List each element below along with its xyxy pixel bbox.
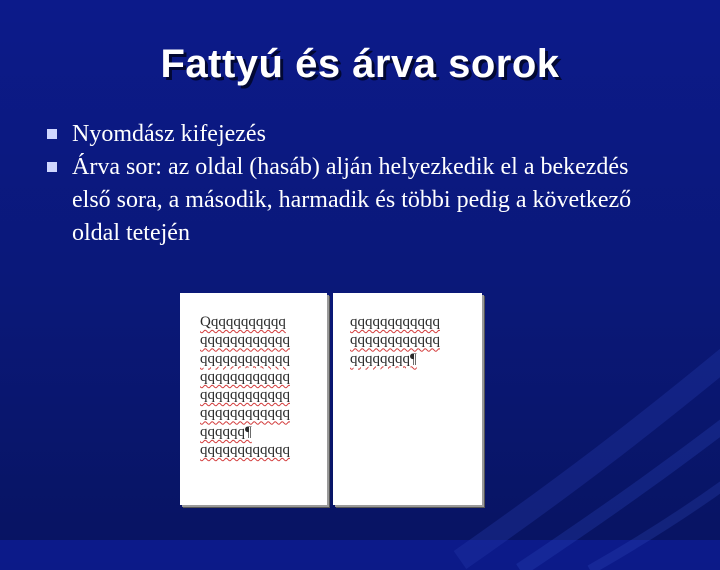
text-line: qqqqqqqqqqqq [200, 387, 290, 404]
square-bullet-icon [47, 129, 57, 139]
page-left-lines [200, 313, 290, 459]
text-line: qqqqqqqqqqqq [200, 442, 290, 459]
bullet-text: Nyomdász kifejezés [72, 121, 266, 147]
bullet-item [45, 118, 665, 151]
text-line: Qqqqqqqqqqq [200, 314, 286, 330]
text-line: qqqqqqqqqqqq [200, 368, 290, 385]
text-line: qqqqqq¶ [200, 423, 252, 440]
bullet-list [45, 118, 665, 250]
text-line: qqqqqqqqqqqq [200, 350, 290, 367]
text-line: qqqqqqqqqqqq [200, 332, 290, 349]
slide-title: Fattyú és árva sorok [160, 42, 560, 86]
page-right [333, 293, 482, 505]
bullet-item [45, 151, 665, 250]
page-left [180, 293, 327, 505]
bullet-label: Árva sor: [72, 154, 162, 180]
page-right-lines [350, 313, 440, 368]
text-line: qqqqqqqq¶ [350, 350, 417, 367]
bullet-text: az oldal (hasáb) alján helyezkedik el a bekezdés első sora, a második, harmadik és többi pedig a következő oldal tetején [72, 154, 632, 246]
background-swoosh [440, 310, 720, 570]
text-line: qqqqqqqqqqqq [200, 405, 290, 422]
text-line: qqqqqqqqqqqq [350, 332, 440, 349]
square-bullet-icon [47, 162, 57, 172]
text-line: qqqqqqqqqqqq [350, 314, 440, 330]
